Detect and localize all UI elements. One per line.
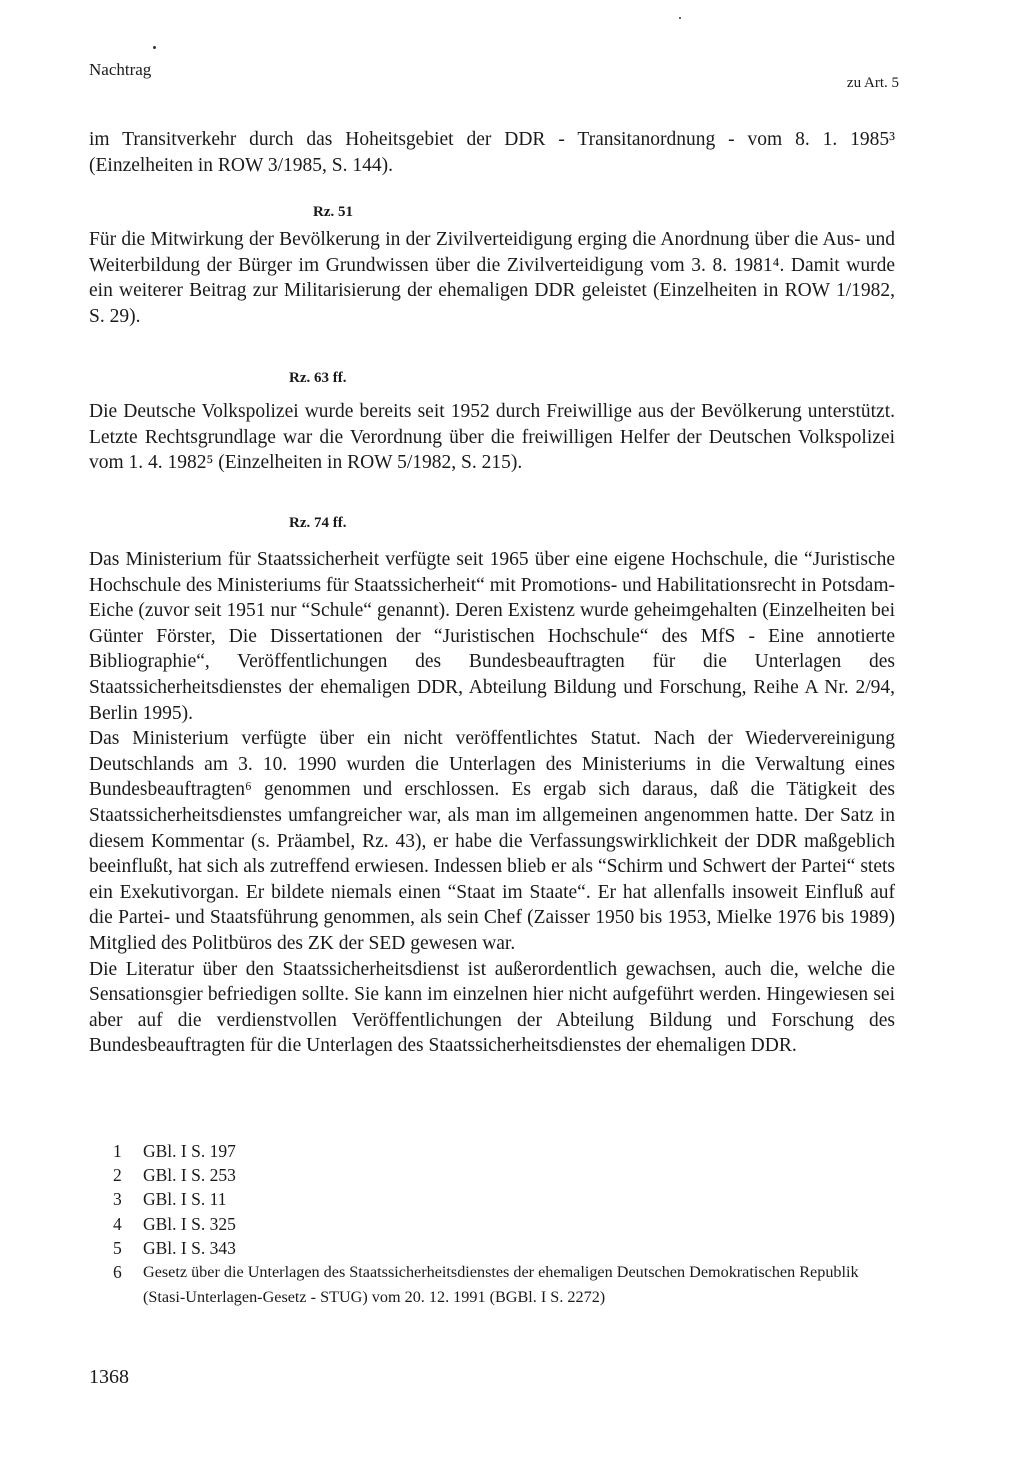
rz63-paragraph: Die Deutsche Volkspolizei wurde bereits seit 1952 durch Freiwillige aus der Bevölkerung unterstützt. Letzte Rechtsgrundlage war die Verordnung über die freiwilligen Helfer der Deutschen Volkspolizei vom 1. 4. 1982⁵ (Einzelheiten in ROW 5/1982, S. 215). [89,401,895,474]
footnotes [113,1139,903,1310]
scan-speck [679,17,681,19]
rz63-heading: Rz. 63 ff. [289,370,347,386]
rz74-body [89,547,895,1059]
rz51-heading: Rz. 51 [313,204,353,220]
footnote: 5 GBl. I S. 343 [113,1237,236,1258]
footnote: 3 GBl. I S. 11 [113,1189,227,1210]
page-number: 1368 [89,1366,129,1388]
rz51-paragraph: Für die Mitwirkung der Bevölkerung in der Zivilverteidigung erging die Anordnung über die Aus- und Weiterbildung der Bürger im Grundwissen über die Zivilverteidigung vom 3. 8. 1981⁴. Damit wurde ein weiterer Beitrag zur Militarisierung der ehemaligen DDR geleistet (Einzelheiten in ROW 1/1982, S. 29). [89,229,895,327]
rz74-paragraph-3: Die Literatur über den Staatssicherheitsdienst ist außerordentlich gewachsen, auch die, welche die Sensationsgier befriedigen sollte. Sie kann im einzelnen hier nicht aufgeführt werden. Hingewiesen sei aber auf die verdienstvollen Veröffentlichungen der Abteilung Bildung und Forschung des Bundesbeauftragten für die Unterlagen des Staatssicherheitsdienstes der ehemaligen DDR. [89,958,895,1057]
footnote: 4 GBl. I S. 325 [113,1213,236,1234]
scan-speck [153,46,156,49]
intro-paragraph: im Transitverkehr durch das Hoheitsgebiet der DDR - Transitanordnung - vom 8. 1. 1985³ (Einzelheiten in ROW 3/1985, S. 144). [89,129,895,176]
rz74-paragraph-1: Das Ministerium für Staatssicherheit verfügte seit 1965 über eine eigene Hochschule, die “Juristische Hochschule des Ministeriums für Staatssicherheit“ mit Promotions- und Habilitationsrecht in Potsdam-Eiche (zuvor seit 1951 nur “Schule“ genannt). Deren Existenz wurde geheimgehalten (Einzelheiten bei Günter Förster, Die Dissertationen der “Juristischen Hochschule“ des MfS - Eine annotierte Bibliographie“, Veröffentlichungen des Bundesbeauftragten für die Unterlagen des Staatssicherheitsdienstes der ehemaligen DDR, Abteilung Bildung und Forschung, Reihe A Nr. 2/94, Berlin 1995). [89,549,895,724]
rz74-heading: Rz. 74 ff. [289,515,347,531]
running-header-right: zu Art. 5 [846,75,899,91]
running-header-left: Nachtrag [89,60,152,79]
footnote: 1 GBl. I S. 197 [113,1141,236,1161]
footnote: 2 GBl. I S. 253 [113,1165,236,1186]
footnote: 6 Gesetz über die Unterlagen des Staatssicherheitsdienstes der ehemaligen Deutschen Demokratischen Republik (Stasi-Unterlagen-Gesetz - STUG) vom 20. 12. 1991 (BGBl. I S. 2272) [113,1262,859,1307]
rz74-paragraph-2: Das Ministerium verfügte über ein nicht veröffentlichtes Statut. Nach der Wiedervereinigung Deutschlands am 3. 10. 1990 wurden die Unterlagen des Ministeriums in die Verwaltung eines Bundesbeauftragten⁶ genommen und erschlossen. Es ergab sich daraus, daß die Tätigkeit des Staatssicherheitsdienstes umfangreicher war, als man im allgemeinen angenommen hatte. Der Satz in diesem Kommentar (s. Präambel, Rz. 43), er habe die Verfassungswirklichkeit der DDR maßgeblich beeinflußt, hat sich als zutreffend erwiesen. Indessen blieb er als “Schirm und Schwert der Partei“ stets ein Exekutivorgan. Er bildete niemals einen “Staat im Staate“. Er hat allenfalls insoweit Einfluß auf die Partei- und Staatsführung genommen, als sein Chef (Zaisser 1950 bis 1953, Mielke 1976 bis 1989) Mitglied des Politbüros des ZK der SED gewesen war. [89,728,895,954]
